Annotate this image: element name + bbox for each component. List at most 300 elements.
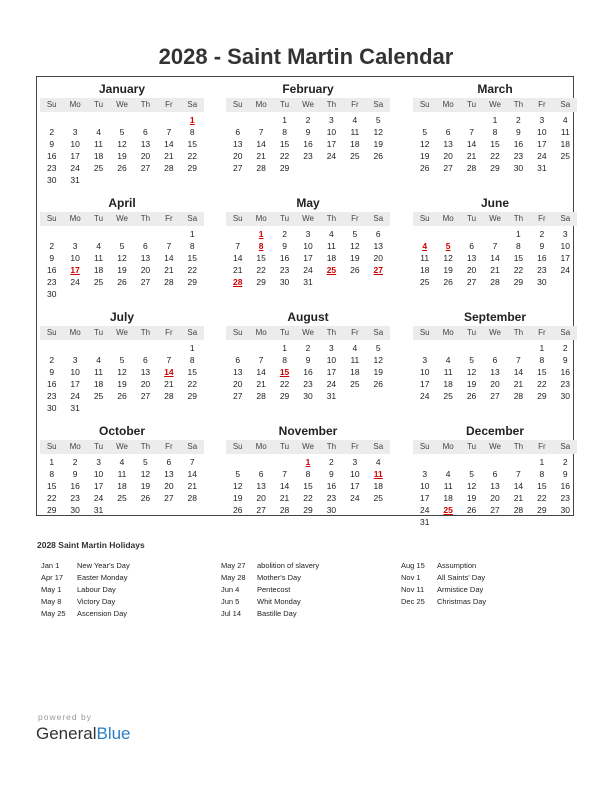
day-cell[interactable]: 23 [279,265,290,275]
day-cell[interactable]: 10 [326,355,337,365]
day-cell[interactable]: 22 [537,379,547,389]
day-cell[interactable]: 20 [443,151,453,161]
day-cell[interactable]: 9 [562,469,568,479]
day-cell[interactable]: 17 [419,379,430,389]
day-cell[interactable]: 7 [166,127,172,137]
day-cell[interactable]: 13 [140,253,151,263]
day-cell[interactable]: 28 [279,505,290,515]
day-cell[interactable]: 28 [513,505,524,515]
day-cell[interactable]: 10 [419,481,430,491]
day-cell[interactable]: 17 [93,481,104,491]
day-cell[interactable]: 9 [305,355,311,365]
day-cell[interactable]: 27 [140,163,151,173]
day-cell[interactable]: 12 [117,253,127,263]
day-cell[interactable]: 6 [235,127,241,137]
day-cell[interactable]: 26 [117,391,127,401]
day-cell[interactable]: 9 [49,253,55,263]
day-cell[interactable]: 16 [46,379,57,389]
day-cell[interactable]: 30 [560,391,571,401]
day-cell[interactable]: 20 [140,265,151,275]
day-cell[interactable]: 25 [93,163,104,173]
day-cell[interactable]: 19 [232,493,243,503]
day-cell[interactable]: 27 [140,391,151,401]
day-cell[interactable]: 31 [93,505,104,515]
day-cell[interactable]: 18 [419,265,430,275]
day-cell[interactable]: 3 [305,229,311,239]
day-cell[interactable]: 15 [537,367,547,377]
day-cell[interactable]: 18 [560,139,571,149]
holiday-day[interactable]: 14 [164,367,174,377]
day-cell[interactable]: 26 [140,493,151,503]
day-cell[interactable]: 16 [560,481,571,491]
day-cell[interactable]: 28 [490,277,500,287]
day-cell[interactable]: 26 [117,163,127,173]
day-cell[interactable]: 30 [303,391,313,401]
day-cell[interactable]: 13 [490,367,500,377]
day-cell[interactable]: 7 [469,127,474,137]
day-cell[interactable]: 16 [70,481,80,491]
day-cell[interactable]: 4 [119,457,125,467]
day-cell[interactable]: 25 [93,277,104,287]
day-cell[interactable]: 11 [350,127,360,137]
day-cell[interactable]: 15 [187,367,198,377]
day-cell[interactable]: 29 [279,391,290,401]
day-cell[interactable]: 21 [164,265,174,275]
day-cell[interactable]: 7 [516,355,521,365]
day-cell[interactable]: 29 [279,163,290,173]
day-cell[interactable]: 3 [422,355,428,365]
day-cell[interactable]: 16 [303,367,313,377]
day-cell[interactable]: 24 [70,277,80,287]
day-cell[interactable]: 2 [562,343,568,353]
day-cell[interactable]: 22 [187,379,198,389]
day-cell[interactable]: 7 [189,457,195,467]
day-cell[interactable]: 6 [375,229,381,239]
day-cell[interactable]: 17 [537,139,547,149]
day-cell[interactable]: 2 [562,457,568,467]
day-cell[interactable]: 28 [164,163,174,173]
day-cell[interactable]: 23 [46,163,57,173]
day-cell[interactable]: 17 [70,151,80,161]
day-cell[interactable]: 6 [258,469,264,479]
day-cell[interactable]: 20 [490,379,500,389]
day-cell[interactable]: 2 [49,355,55,365]
day-cell[interactable]: 11 [443,367,453,377]
day-cell[interactable]: 2 [305,343,311,353]
day-cell[interactable]: 4 [352,343,358,353]
day-cell[interactable]: 7 [235,241,241,251]
day-cell[interactable]: 8 [539,469,545,479]
day-cell[interactable]: 25 [350,151,360,161]
day-cell[interactable]: 28 [187,493,198,503]
day-cell[interactable]: 8 [305,469,311,479]
day-cell[interactable]: 27 [256,505,266,515]
day-cell[interactable]: 22 [537,493,547,503]
day-cell[interactable]: 30 [46,403,57,413]
day-cell[interactable]: 11 [327,241,336,251]
day-cell[interactable]: 1 [49,457,55,467]
day-cell[interactable]: 27 [466,277,477,287]
day-cell[interactable]: 18 [350,139,360,149]
day-cell[interactable]: 24 [560,265,571,275]
day-cell[interactable]: 25 [560,151,571,161]
day-cell[interactable]: 20 [466,265,477,275]
day-cell[interactable]: 10 [93,469,104,479]
day-cell[interactable]: 10 [537,127,547,137]
day-cell[interactable]: 21 [513,379,524,389]
day-cell[interactable]: 2 [539,229,545,239]
day-cell[interactable]: 27 [232,391,243,401]
day-cell[interactable]: 23 [513,151,524,161]
day-cell[interactable]: 8 [189,127,195,137]
day-cell[interactable]: 23 [303,379,313,389]
day-cell[interactable]: 28 [513,391,524,401]
day-cell[interactable]: 31 [303,277,313,287]
day-cell[interactable]: 19 [373,139,384,149]
day-cell[interactable]: 20 [256,493,266,503]
day-cell[interactable]: 26 [443,277,453,287]
day-cell[interactable]: 18 [350,367,360,377]
day-cell[interactable]: 16 [326,481,337,491]
day-cell[interactable]: 5 [422,127,428,137]
day-cell[interactable]: 21 [187,481,198,491]
day-cell[interactable]: 27 [164,493,174,503]
day-cell[interactable]: 16 [279,253,290,263]
holiday-day[interactable]: 4 [422,241,428,251]
day-cell[interactable]: 16 [537,253,547,263]
day-cell[interactable]: 21 [232,265,243,275]
holiday-day[interactable]: 8 [258,241,264,251]
day-cell[interactable]: 6 [445,127,451,137]
day-cell[interactable]: 13 [373,241,384,251]
day-cell[interactable]: 24 [93,493,104,503]
day-cell[interactable]: 14 [279,481,290,491]
day-cell[interactable]: 26 [466,391,477,401]
day-cell[interactable]: 23 [70,493,80,503]
day-cell[interactable]: 20 [140,379,151,389]
day-cell[interactable]: 11 [443,481,453,491]
day-cell[interactable]: 22 [513,265,524,275]
day-cell[interactable]: 19 [117,379,127,389]
day-cell[interactable]: 12 [350,241,360,251]
day-cell[interactable]: 11 [94,253,103,263]
day-cell[interactable]: 14 [513,367,524,377]
holiday-day[interactable]: 15 [279,367,290,377]
day-cell[interactable]: 21 [466,151,477,161]
day-cell[interactable]: 27 [140,277,151,287]
day-cell[interactable]: 1 [189,229,195,239]
day-cell[interactable]: 27 [490,391,500,401]
day-cell[interactable]: 4 [352,115,358,125]
day-cell[interactable]: 4 [329,229,334,239]
holiday-day[interactable]: 1 [305,457,311,467]
day-cell[interactable]: 4 [375,457,381,467]
day-cell[interactable]: 24 [419,391,430,401]
day-cell[interactable]: 12 [466,481,477,491]
day-cell[interactable]: 19 [466,493,477,503]
day-cell[interactable]: 10 [70,139,80,149]
holiday-day[interactable]: 17 [70,265,80,275]
day-cell[interactable]: 14 [256,367,266,377]
day-cell[interactable]: 15 [187,253,198,263]
day-cell[interactable]: 4 [96,241,101,251]
day-cell[interactable]: 22 [303,493,313,503]
day-cell[interactable]: 12 [117,367,127,377]
day-cell[interactable]: 10 [419,367,430,377]
day-cell[interactable]: 18 [93,379,104,389]
day-cell[interactable]: 5 [119,355,125,365]
day-cell[interactable]: 2 [329,457,334,467]
day-cell[interactable]: 15 [256,253,266,263]
day-cell[interactable]: 23 [46,277,57,287]
day-cell[interactable]: 30 [46,289,57,299]
day-cell[interactable]: 25 [443,391,453,401]
day-cell[interactable]: 22 [256,265,266,275]
day-cell[interactable]: 5 [352,229,358,239]
day-cell[interactable]: 14 [513,481,524,491]
holiday-day[interactable]: 25 [326,265,337,275]
day-cell[interactable]: 17 [560,253,571,263]
day-cell[interactable]: 6 [143,355,148,365]
day-cell[interactable]: 12 [443,253,453,263]
day-cell[interactable]: 14 [164,253,174,263]
day-cell[interactable]: 14 [466,139,477,149]
day-cell[interactable]: 6 [235,355,241,365]
day-cell[interactable]: 1 [516,229,521,239]
day-cell[interactable]: 11 [420,253,430,263]
day-cell[interactable]: 13 [490,481,500,491]
day-cell[interactable]: 2 [282,229,287,239]
day-cell[interactable]: 10 [70,367,80,377]
day-cell[interactable]: 14 [187,469,198,479]
day-cell[interactable]: 3 [562,229,568,239]
day-cell[interactable]: 23 [303,151,313,161]
day-cell[interactable]: 20 [232,379,243,389]
day-cell[interactable]: 3 [352,457,358,467]
day-cell[interactable]: 10 [303,241,313,251]
day-cell[interactable]: 10 [326,127,337,137]
day-cell[interactable]: 7 [282,469,287,479]
day-cell[interactable]: 2 [49,127,55,137]
holiday-day[interactable]: 1 [258,229,264,239]
day-cell[interactable]: 30 [326,505,337,515]
day-cell[interactable]: 16 [513,139,524,149]
day-cell[interactable]: 23 [46,391,57,401]
day-cell[interactable]: 26 [232,505,243,515]
day-cell[interactable]: 24 [326,151,337,161]
day-cell[interactable]: 15 [46,481,57,491]
day-cell[interactable]: 12 [466,367,477,377]
day-cell[interactable]: 15 [279,139,290,149]
day-cell[interactable]: 31 [537,163,547,173]
day-cell[interactable]: 24 [70,391,80,401]
day-cell[interactable]: 15 [187,139,198,149]
day-cell[interactable]: 8 [492,127,498,137]
day-cell[interactable]: 28 [164,391,174,401]
day-cell[interactable]: 16 [560,367,571,377]
day-cell[interactable]: 14 [232,253,243,263]
day-cell[interactable]: 12 [232,481,243,491]
day-cell[interactable]: 9 [516,127,521,137]
day-cell[interactable]: 26 [373,151,384,161]
day-cell[interactable]: 21 [490,265,500,275]
day-cell[interactable]: 13 [140,139,151,149]
holiday-day[interactable]: 28 [232,277,243,287]
day-cell[interactable]: 25 [419,277,430,287]
day-cell[interactable]: 29 [187,391,198,401]
day-cell[interactable]: 5 [119,241,125,251]
day-cell[interactable]: 23 [537,265,547,275]
day-cell[interactable]: 29 [537,391,547,401]
day-cell[interactable]: 22 [187,151,198,161]
day-cell[interactable]: 13 [140,367,151,377]
day-cell[interactable]: 9 [562,355,568,365]
day-cell[interactable]: 13 [232,139,243,149]
day-cell[interactable]: 18 [93,265,104,275]
day-cell[interactable]: 10 [70,253,80,263]
day-cell[interactable]: 12 [419,139,430,149]
day-cell[interactable]: 19 [117,151,127,161]
day-cell[interactable]: 12 [373,355,384,365]
holiday-day[interactable]: 5 [445,241,451,251]
day-cell[interactable]: 9 [282,241,287,251]
day-cell[interactable]: 29 [46,505,57,515]
day-cell[interactable]: 19 [443,265,453,275]
day-cell[interactable]: 6 [143,241,148,251]
day-cell[interactable]: 26 [117,277,127,287]
day-cell[interactable]: 11 [94,139,103,149]
day-cell[interactable]: 14 [490,253,500,263]
day-cell[interactable]: 5 [119,127,125,137]
day-cell[interactable]: 29 [490,163,500,173]
day-cell[interactable]: 29 [303,505,313,515]
day-cell[interactable]: 5 [375,115,381,125]
day-cell[interactable]: 3 [329,115,334,125]
day-cell[interactable]: 29 [537,505,547,515]
day-cell[interactable]: 23 [326,493,337,503]
day-cell[interactable]: 5 [143,457,148,467]
day-cell[interactable]: 21 [164,151,174,161]
holiday-day[interactable]: 1 [189,115,195,125]
day-cell[interactable]: 13 [164,469,174,479]
day-cell[interactable]: 28 [466,163,477,173]
day-cell[interactable]: 24 [419,505,430,515]
day-cell[interactable]: 28 [164,277,174,287]
holiday-day[interactable]: 11 [373,469,383,479]
day-cell[interactable]: 8 [282,127,287,137]
day-cell[interactable]: 31 [419,517,430,527]
day-cell[interactable]: 17 [419,493,430,503]
day-cell[interactable]: 8 [539,355,545,365]
day-cell[interactable]: 6 [469,241,474,251]
day-cell[interactable]: 24 [350,493,360,503]
day-cell[interactable]: 11 [560,127,570,137]
day-cell[interactable]: 30 [70,505,80,515]
day-cell[interactable]: 6 [166,457,172,467]
day-cell[interactable]: 12 [117,139,127,149]
day-cell[interactable]: 14 [164,139,174,149]
day-cell[interactable]: 16 [46,265,57,275]
day-cell[interactable]: 20 [490,493,500,503]
day-cell[interactable]: 15 [537,481,547,491]
day-cell[interactable]: 25 [350,379,360,389]
day-cell[interactable]: 3 [96,457,101,467]
day-cell[interactable]: 1 [282,115,287,125]
day-cell[interactable]: 4 [445,355,451,365]
holiday-day[interactable]: 27 [373,265,384,275]
day-cell[interactable]: 1 [539,457,545,467]
day-cell[interactable]: 27 [490,505,500,515]
day-cell[interactable]: 19 [419,151,430,161]
day-cell[interactable]: 29 [256,277,266,287]
day-cell[interactable]: 20 [140,151,151,161]
day-cell[interactable]: 22 [46,493,57,503]
day-cell[interactable]: 18 [326,253,337,263]
day-cell[interactable]: 9 [329,469,334,479]
day-cell[interactable]: 8 [516,241,521,251]
day-cell[interactable]: 2 [49,241,55,251]
day-cell[interactable]: 18 [93,151,104,161]
day-cell[interactable]: 22 [279,151,290,161]
day-cell[interactable]: 5 [375,343,381,353]
day-cell[interactable]: 9 [539,241,545,251]
day-cell[interactable]: 25 [117,493,127,503]
day-cell[interactable]: 7 [516,469,521,479]
day-cell[interactable]: 1 [282,343,287,353]
day-cell[interactable]: 17 [326,367,337,377]
day-cell[interactable]: 12 [140,469,151,479]
day-cell[interactable]: 30 [537,277,547,287]
day-cell[interactable]: 18 [443,379,453,389]
day-cell[interactable]: 17 [350,481,360,491]
day-cell[interactable]: 23 [560,379,571,389]
day-cell[interactable]: 4 [96,127,101,137]
day-cell[interactable]: 26 [466,505,477,515]
day-cell[interactable]: 21 [279,493,290,503]
day-cell[interactable]: 29 [187,277,198,287]
day-cell[interactable]: 29 [513,277,524,287]
day-cell[interactable]: 19 [140,481,151,491]
day-cell[interactable]: 9 [49,367,55,377]
day-cell[interactable]: 6 [492,469,498,479]
day-cell[interactable]: 1 [492,115,498,125]
day-cell[interactable]: 19 [466,379,477,389]
day-cell[interactable]: 3 [72,355,78,365]
day-cell[interactable]: 7 [166,241,172,251]
day-cell[interactable]: 13 [443,139,453,149]
day-cell[interactable]: 27 [443,163,453,173]
day-cell[interactable]: 28 [256,163,266,173]
day-cell[interactable]: 6 [492,355,498,365]
day-cell[interactable]: 7 [258,355,264,365]
day-cell[interactable]: 21 [164,379,174,389]
day-cell[interactable]: 10 [560,241,571,251]
day-cell[interactable]: 30 [513,163,524,173]
day-cell[interactable]: 21 [513,493,524,503]
day-cell[interactable]: 19 [373,367,384,377]
day-cell[interactable]: 9 [305,127,311,137]
day-cell[interactable]: 14 [256,139,266,149]
day-cell[interactable]: 30 [46,175,57,185]
day-cell[interactable]: 25 [93,391,104,401]
day-cell[interactable]: 11 [350,355,360,365]
day-cell[interactable]: 20 [232,151,243,161]
day-cell[interactable]: 4 [562,115,568,125]
day-cell[interactable]: 1 [539,343,545,353]
day-cell[interactable]: 30 [560,505,571,515]
day-cell[interactable]: 15 [490,139,500,149]
day-cell[interactable]: 29 [187,163,198,173]
